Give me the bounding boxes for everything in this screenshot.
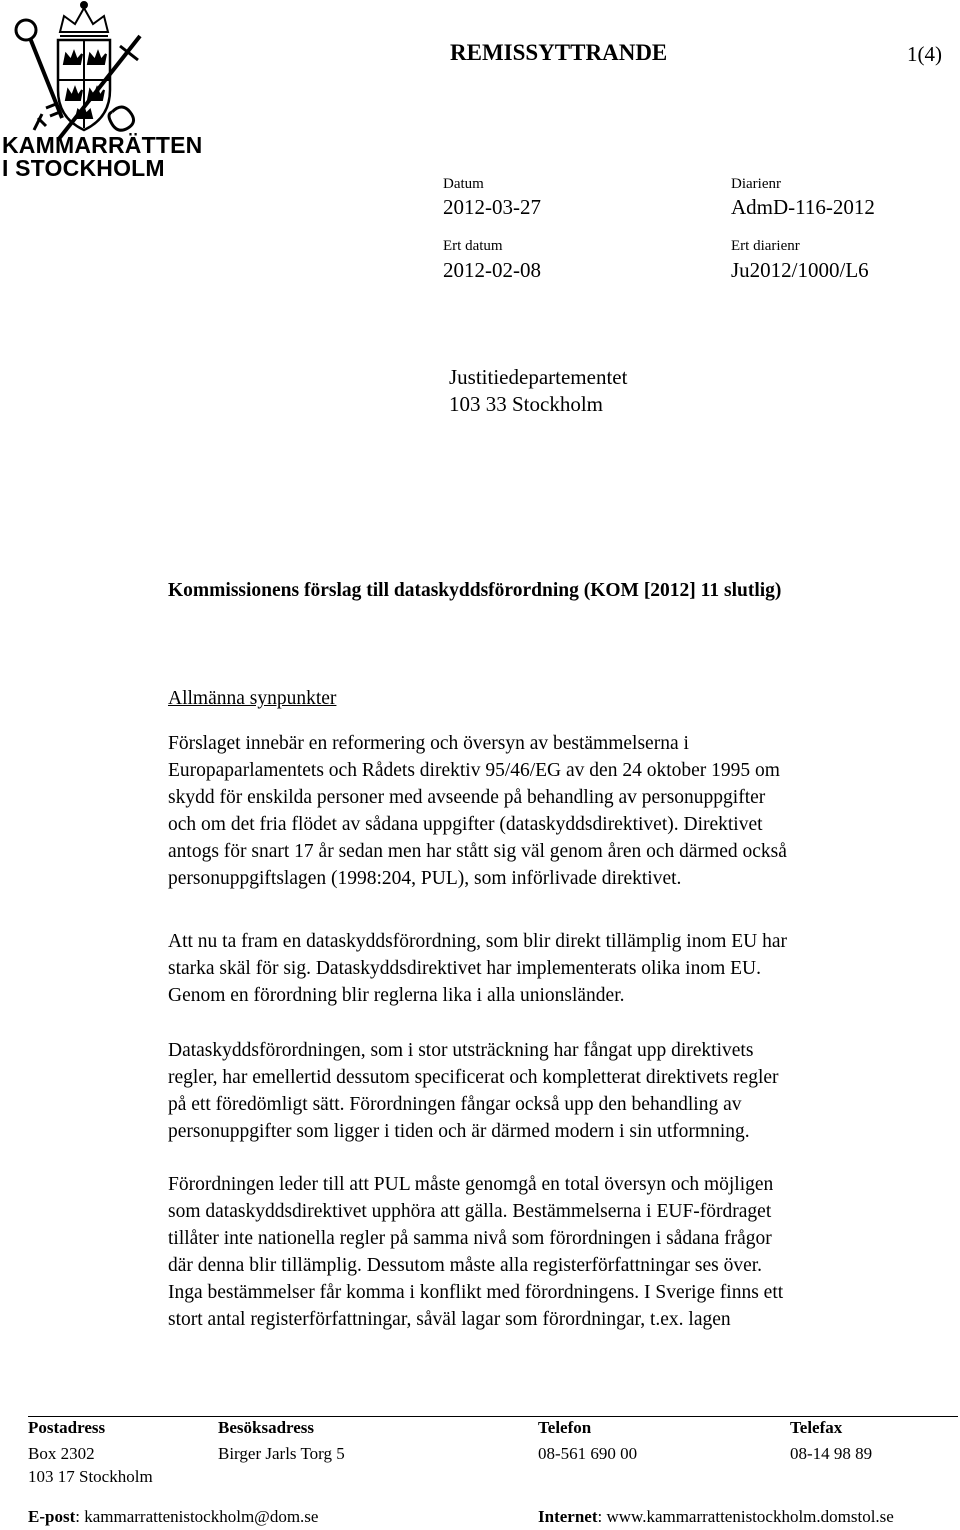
your-reg-number-value: Ju2012/1000/L6 (731, 258, 869, 282)
footer-email-value[interactable]: kammarrattenistockholm@dom.se (84, 1507, 319, 1526)
paragraph-line: stort antal registerförfattningar, såväl lagar som förordningar, t.ex. lagen (168, 1309, 731, 1330)
page-number: 1(4) (907, 42, 942, 66)
footer-postal-line1: Box 2302 (28, 1444, 95, 1463)
paragraph-line: och om det fria flödet av sådana uppgifter (dataskyddsdirektivet). Direktivet (168, 814, 763, 835)
footer-email: E-post: kammarrattenistockholm@dom.se (28, 1507, 319, 1526)
footer-website: Internet: www.kammarrattenistockholm.domstol.se (538, 1507, 894, 1526)
paragraph-line: där denna blir tillämplig. Dessutom måste alla registerförfattningar ses över. (168, 1255, 763, 1276)
footer-web-value[interactable]: www.kammarrattenistockholm.domstol.se (606, 1507, 894, 1526)
org-name-line1: KAMMARRÄTTEN (2, 132, 203, 158)
paragraph-line: skydd för enskilda personer med avseende på behandling av personuppgifter (168, 787, 766, 808)
date-label: Datum (443, 176, 484, 192)
paragraph-line: personuppgiftslagen (1998:204, PUL), som införlivade direktivet. (168, 868, 682, 889)
paragraph-line: Genom en förordning blir reglerna lika i alla unionsländer. (168, 985, 625, 1006)
paragraph-line: Förslaget innebär en reformering och översyn av bestämmelserna i (168, 733, 689, 754)
your-reg-number-label: Ert diarienr (731, 238, 800, 254)
footer-postal-line2: 103 17 Stockholm (28, 1467, 153, 1486)
footer-visit-value: Birger Jarls Torg 5 (218, 1444, 345, 1463)
paragraph-line: som dataskyddsdirektivet upphöra att gälla. Bestämmelserna i EUF-fördraget (168, 1201, 772, 1222)
date-value: 2012-03-27 (443, 195, 541, 219)
paragraph-line: regler, har emellertid dessutom specificerat och kompletterat direktivets regler (168, 1067, 779, 1088)
body-paragraph-1 (168, 730, 787, 892)
paragraph-line: på ett föredömligt sätt. Förordningen fångar också upp den behandling av (168, 1094, 742, 1115)
paragraph-line: Dataskyddsförordningen, som i stor utsträckning har fångat upp direktivets (168, 1040, 754, 1061)
recipient-line1: Justitiedepartementet (449, 365, 628, 389)
your-date-label: Ert datum (443, 238, 503, 254)
footer-phone-label: Telefon (538, 1418, 592, 1437)
reg-number-label: Diarienr (731, 176, 781, 192)
footer-postal-label: Postadress (28, 1418, 106, 1437)
subject-heading: Kommissionens förslag till dataskyddsförordning (KOM [2012] 11 slutlig) (168, 580, 782, 601)
your-date-value: 2012-02-08 (443, 258, 541, 282)
footer-fax-value: 08-14 98 89 (790, 1444, 873, 1463)
paragraph-line: tillåter inte nationella regler på samma nivå som förordningen i sådana frågor (168, 1228, 772, 1249)
paragraph-line: Europaparlamentets och Rådets direktiv 95/46/EG av den 24 oktober 1995 om (168, 760, 780, 781)
paragraph-line: Förordningen leder till att PUL måste genomgå en total översyn och möjligen (168, 1174, 774, 1195)
document-type-title: REMISSYTTRANDE (450, 40, 668, 65)
org-name-line2: I STOCKHOLM (2, 155, 165, 181)
paragraph-line: Att nu ta fram en dataskyddsförordning, som blir direkt tillämplig inom EU har (168, 931, 788, 952)
recipient-line2: 103 33 Stockholm (449, 392, 604, 416)
footer-visit-label: Besöksadress (218, 1418, 315, 1437)
body-paragraph-4 (168, 1171, 783, 1333)
reg-number-value: AdmD-116-2012 (731, 195, 875, 219)
footer-web-label: Internet (538, 1507, 598, 1526)
body-paragraph-3 (168, 1037, 779, 1145)
paragraph-line: Inga bestämmelser får komma i konflikt med förordningens. I Sverige finns ett (168, 1282, 784, 1303)
paragraph-line: starka skäl för sig. Dataskyddsdirektivet har implementerats olika inom EU. (168, 958, 761, 979)
footer-divider (28, 1416, 958, 1417)
paragraph-line: antogs för snart 17 år sedan men har stått sig väl genom åren och därmed också (168, 841, 787, 862)
footer-fax-label: Telefax (790, 1418, 843, 1437)
paragraph-line: personuppgifter som ligger i tiden och är därmed modern i sin utformning. (168, 1121, 750, 1142)
section-heading: Allmänna synpunkter (168, 688, 337, 709)
body-paragraph-2 (168, 928, 787, 1009)
footer-email-label: E-post (28, 1507, 76, 1526)
footer-phone-value: 08-561 690 00 (538, 1444, 638, 1463)
